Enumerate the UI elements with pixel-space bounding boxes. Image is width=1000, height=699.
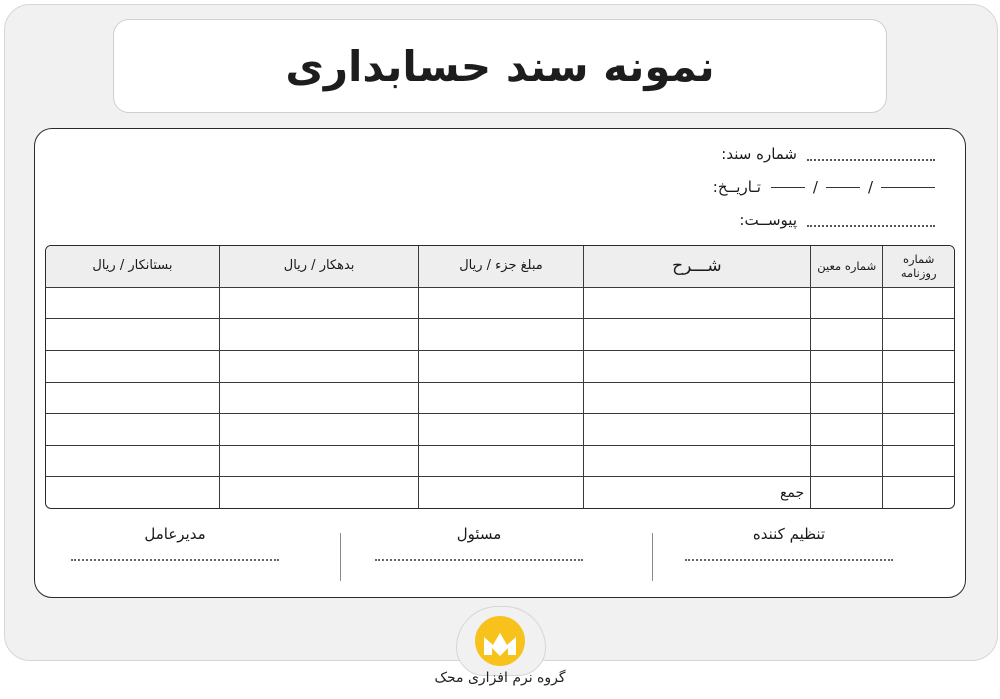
ledger-table-frame: [45, 245, 955, 509]
signature-divider: [652, 533, 653, 581]
doc-number-row: [721, 141, 935, 167]
date-label: تـاریــخ:: [712, 178, 761, 196]
cell-credit[interactable]: [46, 414, 219, 446]
signature-preparer: [674, 525, 904, 561]
attachment-row: [739, 207, 935, 233]
cell-partial-amount[interactable]: [419, 445, 583, 477]
table-row: [46, 350, 954, 382]
table-row: [46, 319, 954, 351]
cell-description[interactable]: [583, 287, 811, 319]
signature-preparer-line[interactable]: [685, 559, 893, 561]
attachment-field[interactable]: [807, 213, 935, 227]
cell-journal-number[interactable]: [883, 445, 954, 477]
cell-ledger-number[interactable]: [811, 319, 883, 351]
ledger-table: [46, 246, 954, 508]
title-box: [113, 19, 887, 113]
date-field[interactable]: [771, 178, 935, 196]
cell-debit[interactable]: [219, 350, 418, 382]
cell-partial-amount[interactable]: [419, 414, 583, 446]
total-partial-amount[interactable]: [419, 477, 583, 508]
total-label: جمع: [583, 477, 811, 508]
signature-manager: [60, 525, 290, 561]
cell-description[interactable]: [583, 414, 811, 446]
doc-number-field[interactable]: [807, 147, 935, 161]
cell-journal-number[interactable]: [883, 382, 954, 414]
cell-description[interactable]: [583, 382, 811, 414]
cell-debit[interactable]: [219, 319, 418, 351]
cell-ledger-number[interactable]: [811, 350, 883, 382]
signature-manager-label: مدیرعامل: [144, 525, 206, 543]
header-ledger-number: شماره معین: [811, 246, 883, 287]
cell-debit[interactable]: [219, 382, 418, 414]
cell-journal-number[interactable]: [883, 287, 954, 319]
table-total-row: [46, 477, 954, 508]
cell-credit[interactable]: [46, 319, 219, 351]
cell-ledger-number[interactable]: [811, 445, 883, 477]
cell-partial-amount[interactable]: [419, 382, 583, 414]
signature-preparer-label: تنظیم کننده: [752, 525, 826, 543]
table-row: [46, 445, 954, 477]
cell-ledger-number[interactable]: [811, 414, 883, 446]
cell-debit[interactable]: [219, 414, 418, 446]
cell-journal-number[interactable]: [883, 350, 954, 382]
date-separator: /: [812, 178, 818, 196]
date-year-line[interactable]: [881, 187, 935, 188]
table-row: [46, 287, 954, 319]
table-row: [46, 382, 954, 414]
cell-credit[interactable]: [46, 287, 219, 319]
voucher-card: [34, 128, 966, 598]
doc-number-label: شماره سند:: [721, 145, 797, 163]
cell-description[interactable]: [583, 350, 811, 382]
cell-credit[interactable]: [46, 382, 219, 414]
cell-description[interactable]: [583, 445, 811, 477]
brand-name: گروه نرم افزاری محک: [434, 670, 566, 686]
document-title: نمونه سند حسابداری: [285, 41, 715, 91]
cell-partial-amount[interactable]: [419, 287, 583, 319]
cell-ledger-number[interactable]: [811, 287, 883, 319]
cell-partial-amount[interactable]: [419, 350, 583, 382]
signature-responsible-line[interactable]: [375, 559, 583, 561]
date-day-line[interactable]: [771, 187, 805, 188]
cell-journal-number[interactable]: [883, 414, 954, 446]
cell-debit[interactable]: [219, 287, 418, 319]
cell-partial-amount[interactable]: [419, 319, 583, 351]
date-separator: /: [867, 178, 873, 196]
table-row: [46, 414, 954, 446]
header-partial-amount: مبلغ جزء / ریال: [419, 246, 583, 287]
total-credit[interactable]: [46, 477, 219, 508]
total-ledger-number: [811, 477, 883, 508]
date-month-line[interactable]: [826, 187, 860, 188]
total-debit[interactable]: [219, 477, 418, 508]
table-header-row: [46, 246, 954, 287]
cell-ledger-number[interactable]: [811, 382, 883, 414]
date-row: [713, 174, 935, 200]
cell-credit[interactable]: [46, 350, 219, 382]
header-credit: بستانکار / ریال: [46, 246, 219, 287]
total-journal-number: [883, 477, 954, 508]
signature-divider: [340, 533, 341, 581]
cell-description[interactable]: [583, 319, 811, 351]
signature-responsible-label: مسئول: [456, 525, 502, 543]
signature-responsible: [364, 525, 594, 561]
brand-logo-icon: [474, 615, 526, 667]
header-journal-number: شماره روزنامه: [883, 246, 954, 287]
header-debit: بدهکار / ریال: [219, 246, 418, 287]
attachment-label: پیوســت:: [739, 211, 797, 229]
header-description: شـــرح: [583, 246, 811, 287]
cell-credit[interactable]: [46, 445, 219, 477]
cell-debit[interactable]: [219, 445, 418, 477]
signature-manager-line[interactable]: [71, 559, 279, 561]
cell-journal-number[interactable]: [883, 319, 954, 351]
